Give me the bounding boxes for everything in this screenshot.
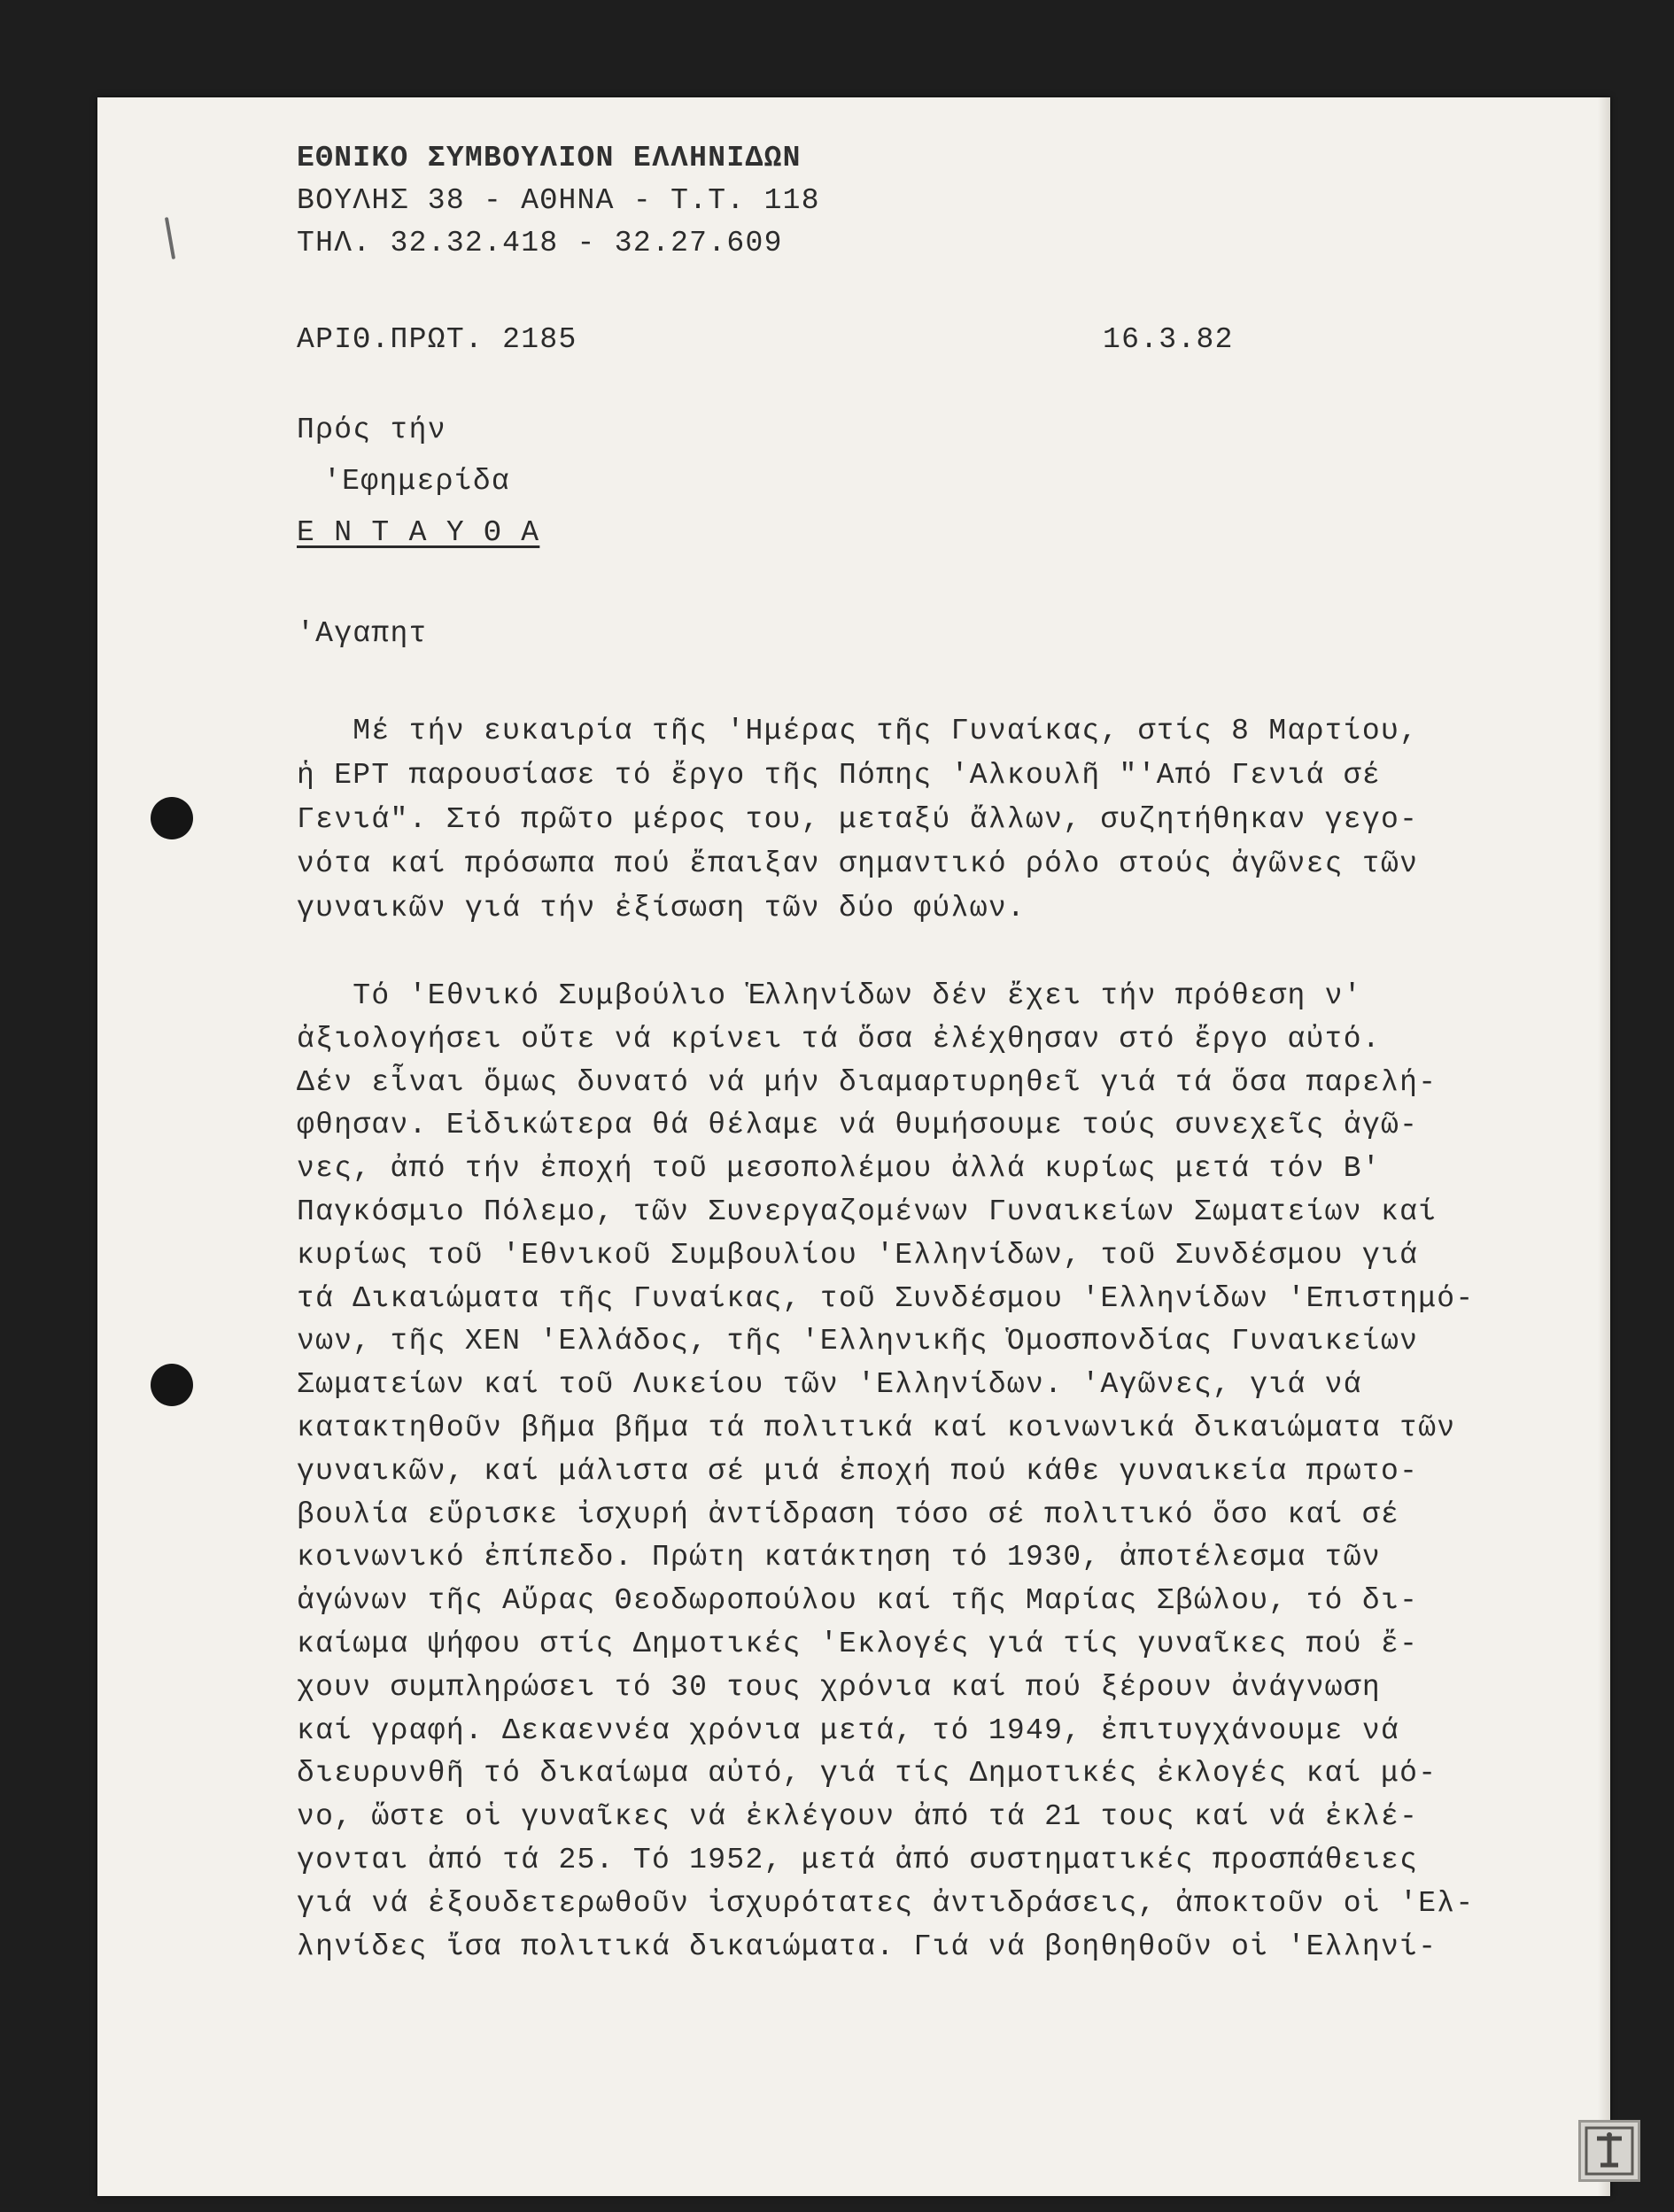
letterhead bbox=[297, 137, 1537, 265]
paper-edge bbox=[1598, 97, 1610, 2196]
text-line: ἀγώνων τῆς Αὔρας Θεοδωροπούλου καί τῆς Μαρίας Σβώλου, τό δι- bbox=[297, 1584, 1419, 1618]
organization-phone: ΤΗΛ. 32.32.418 - 32.27.609 bbox=[297, 227, 783, 259]
letter-date: 16.3.82 bbox=[1103, 323, 1234, 356]
text-line: καίωμα ψήφου στίς Δημοτικές 'Εκλογές γιά τίς γυναῖκες πού ἔ- bbox=[297, 1627, 1419, 1660]
text-line: νότα καί πρόσωπα πού ἔπαιξαν σημαντικό ρόλο στούς ἀγῶνες τῶν bbox=[297, 847, 1419, 880]
text-line: ἡ ΕΡΤ παρουσίασε τό ἔργο τῆς Πόπης 'Αλκουλῆ "'Από Γενιά σέ bbox=[297, 759, 1381, 792]
letter-body bbox=[297, 137, 1537, 1968]
text-line: Τό 'Εθνικό Συμβούλιο Ἑλληνίδων δέν ἔχει τήν πρόθεση ν' bbox=[297, 979, 1362, 1012]
text-line: φθησαν. Εἰδικώτερα θά θέλαμε νά θυμήσουμε τούς συνεχεῖς ἀγῶ- bbox=[297, 1109, 1419, 1142]
text-line: βουλία εὕρισκε ἰσχυρή ἀντίδραση τόσο σέ πολιτικό ὅσο καί σέ bbox=[297, 1497, 1400, 1531]
text-line: ἀξιολογήσει οὔτε νά κρίνει τά ὅσα ἐλέχθησαν στό ἔργο αὐτό. bbox=[297, 1022, 1381, 1056]
punch-hole bbox=[151, 797, 193, 839]
text-line: γυναικῶν γιά τήν ἐξίσωση τῶν δύο φύλων. bbox=[297, 892, 1027, 924]
salutation: 'Αγαπητ bbox=[297, 617, 428, 650]
text-line: γυναικῶν, καί μάλιστα σέ μιά ἐποχή πού κάθε γυναικεία πρωτο- bbox=[297, 1454, 1419, 1488]
reference-row bbox=[297, 318, 1537, 362]
recipient-place: Ε Ν Τ Α Υ Θ Α bbox=[297, 516, 540, 549]
text-line: χουν συμπληρώσει τό 30 τους χρόνια καί πού ξέρουν ἀνάγνωση bbox=[297, 1670, 1381, 1704]
pencil-mark bbox=[165, 217, 175, 259]
text-line: διευρυνθῆ τό δικαίωμα αὐτό, γιά τίς Δημοτικές ἐκλογές καί μό- bbox=[297, 1757, 1438, 1790]
text-line: κοινωνικό ἐπίπεδο. Πρώτη κατάκτηση τό 1930, ἀποτέλεσμα τῶν bbox=[297, 1541, 1381, 1574]
archive-logo-icon bbox=[1578, 2120, 1640, 2182]
paragraph-2 bbox=[297, 975, 1537, 1968]
text-line: καί γραφή. Δεκαεννέα χρόνια μετά, τό 1949, ἐπιτυγχάνουμε νά bbox=[297, 1713, 1400, 1747]
text-line: Παγκόσμιο Πόλεμο, τῶν Συνεργαζομένων Γυναικείων Σωματείων καί bbox=[297, 1195, 1438, 1228]
text-line: τά Δικαιώματα τῆς Γυναίκας, τοῦ Συνδέσμου 'Ελληνίδων 'Επιστημό- bbox=[297, 1281, 1475, 1315]
paragraph-1 bbox=[297, 709, 1537, 931]
document-page bbox=[97, 97, 1610, 2196]
text-line: Δέν εἶναι ὅμως δυνατό νά μήν διαμαρτυρηθεῖ γιά τά ὅσα παρελή- bbox=[297, 1065, 1438, 1099]
text-line: Μέ τήν ευκαιρία τῆς 'Ημέρας τῆς Γυναίκας, στίς 8 Μαρτίου, bbox=[297, 715, 1419, 747]
punch-hole bbox=[151, 1364, 193, 1406]
text-line: γιά νά ἐξουδετερωθοῦν ἰσχυρότατες ἀντιδράσεις, ἀποκτοῦν οἱ 'Ελ- bbox=[297, 1886, 1475, 1920]
recipient-to: Πρός τήν bbox=[297, 414, 446, 446]
text-line: νων, τῆς ΧΕΝ 'Ελλάδος, τῆς 'Ελληνικῆς Ὁμοσπονδίας Γυναικείων bbox=[297, 1325, 1419, 1358]
text-line: ληνίδες ἴσα πολιτικά δικαιώματα. Γιά νά βοηθηθοῦν οἱ 'Ελληνί- bbox=[297, 1930, 1438, 1963]
recipient-newspaper: 'Εφημερίδα bbox=[323, 465, 511, 498]
text-line: κατακτηθοῦν βῆμα βῆμα τά πολιτικά καί κοινωνικά δικαιώματα τῶν bbox=[297, 1411, 1456, 1444]
recipient-block bbox=[297, 405, 1537, 559]
text-line: γονται ἀπό τά 25. Τό 1952, μετά ἀπό συστηματικές προσπάθειες bbox=[297, 1843, 1419, 1876]
text-line: νο, ὥστε οἱ γυναῖκες νά ἐκλέγουν ἀπό τά 21 τους καί νά ἐκλέ- bbox=[297, 1800, 1419, 1834]
organization-name: ΕΘΝΙΚΟ ΣΥΜΒΟΥΛΙΟΝ ΕΛΛΗΝΙΔΩΝ bbox=[297, 142, 802, 174]
text-line: νες, ἀπό τήν ἐποχή τοῦ μεσοπολέμου ἀλλά κυρίως μετά τόν Β' bbox=[297, 1152, 1381, 1186]
organization-address: ΒΟΥΛΗΣ 38 - ΑΘΗΝΑ - Τ.Τ. 118 bbox=[297, 184, 820, 217]
text-line: κυρίως τοῦ 'Εθνικοῦ Συμβουλίου 'Ελληνίδων, τοῦ Συνδέσμου γιά bbox=[297, 1238, 1419, 1272]
text-line: Γενιά". Στό πρῶτο μέρος του, μεταξύ ἄλλων, συζητήθηκαν γεγο- bbox=[297, 803, 1419, 836]
protocol-number: ΑΡΙΘ.ΠΡΩΤ. 2185 bbox=[297, 323, 577, 356]
text-line: Σωματείων καί τοῦ Λυκείου τῶν 'Ελληνίδων. 'Αγῶνες, γιά νά bbox=[297, 1368, 1362, 1402]
